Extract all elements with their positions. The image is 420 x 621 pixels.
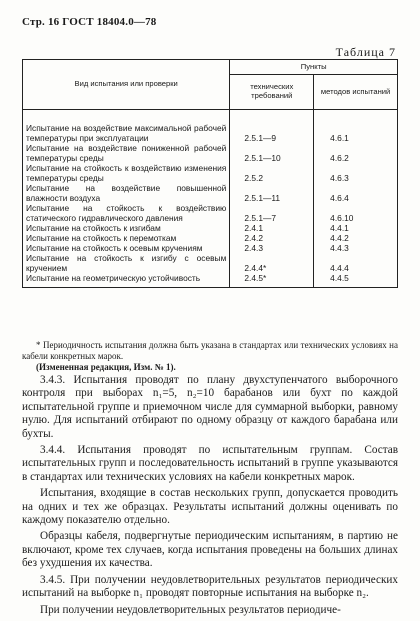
paragraph: Образцы кабеля, подвергнутые периодическим испытаниям, в партию не включают, кроме тех случаев, когда испытания проведены на больших длинах без ухудшения их качества.: [22, 530, 398, 570]
row-name: Испытание на стойкость к перемоткам: [23, 233, 230, 243]
row-tech: 2.4.5*: [230, 273, 314, 288]
table-caption: Таблица 7: [335, 45, 396, 59]
table-row: [23, 203, 398, 223]
row-tech: 2.5.1—7: [230, 203, 314, 223]
row-name: Испытание на стойкость к осевым кручениям: [23, 243, 230, 253]
table-row: [23, 223, 398, 233]
col-header-group: Пункты: [230, 60, 398, 75]
table-row: [23, 233, 398, 243]
row-tech: 2.5.1—11: [230, 183, 314, 203]
table-row: [23, 143, 398, 163]
paragraph: 3.4.5. При получении неудовлетворительных результатов периодических испытаний на выборке n₁ проводят повторные испытания на выборке n₂.: [22, 573, 398, 600]
table-row: [23, 110, 398, 144]
row-method: 4.6.2: [314, 143, 398, 163]
row-method: 4.4.3: [314, 243, 398, 253]
footnote-text: * Периодичность испытания должна быть указана в стандартах или технических условиях на кабели конкретных марок.: [22, 340, 398, 361]
col-header-tech: технических требований: [230, 75, 314, 110]
table-row: [23, 253, 398, 273]
table-footnote: [22, 340, 398, 373]
table-row: [23, 163, 398, 183]
row-method: 4.4.4: [314, 253, 398, 273]
row-method: 4.6.4: [314, 183, 398, 203]
table-row: [23, 273, 398, 288]
col-header-methods: методов испытаний: [314, 75, 398, 110]
row-method: 4.4.5: [314, 273, 398, 288]
body-text: [22, 374, 398, 620]
amendment-note: (Измененная редакция, Изм. № 1).: [36, 362, 176, 372]
row-name: Испытание на стойкость к изгибам: [23, 223, 230, 233]
row-method: 4.4.1: [314, 223, 398, 233]
paragraph: При получении неудовлетворительных результатов периодиче-: [40, 603, 341, 616]
table-row: [23, 243, 398, 253]
row-name: Испытание на стойкость к воздействию статического гидравлического давления: [23, 203, 230, 223]
row-name: Испытание на стойкость к изгибу с осевым кручением: [23, 253, 230, 273]
row-method: 4.6.3: [314, 163, 398, 183]
paragraph: 3.4.4. Испытания проводят по испытательным группам. Состав испытательных групп и последовательность испытаний в группе указываются в стандартах или технических условиях на кабели конкретных марок.: [22, 444, 398, 483]
points-table: [22, 59, 398, 288]
row-name: Испытание на воздействие повышенной влажности воздуха: [23, 183, 230, 203]
row-tech: 2.4.1: [230, 223, 314, 233]
row-tech: 2.4.4*: [230, 253, 314, 273]
row-tech: 2.5.1—9: [230, 110, 314, 144]
row-method: 4.4.2: [314, 233, 398, 243]
paragraph: 3.4.3. Испытания проводят по плану двухступенчатого выборочного контроля при выборах n₁=5, n₂=10 барабанов или бухт по каждой испытательной группе и приемочном числе для суммарной выборки, равному нулю. Для испытаний отбирают по одному образцу от каждого барабана или бухты.: [22, 374, 398, 440]
row-method: 4.6.10: [314, 203, 398, 223]
col-header-name: Вид испытания или проверки: [23, 60, 230, 110]
table-row: [23, 183, 398, 203]
row-method: 4.6.1: [314, 110, 398, 144]
row-name: Испытание на стойкость к воздействию изменения температуры среды: [23, 163, 230, 183]
paragraph: Испытания, входящие в состав нескольких групп, допускается проводить на одних и тех же образцах. Результаты испытаний должны оценивать по каждому показателю отдельно.: [22, 487, 398, 527]
row-name: Испытание на геометрическую устойчивость: [23, 273, 230, 288]
row-tech: 2.5.2: [230, 163, 314, 183]
row-tech: 2.4.3: [230, 243, 314, 253]
row-name: Испытание на воздействие максимальной рабочей температуры при эксплуатации: [23, 110, 230, 144]
page-header: Стр. 16 ГОСТ 18404.0—78: [22, 16, 157, 28]
row-tech: 2.5.1—10: [230, 143, 314, 163]
row-tech: 2.4.2: [230, 233, 314, 243]
row-name: Испытание на воздействие пониженной рабочей температуры среды: [23, 143, 230, 163]
